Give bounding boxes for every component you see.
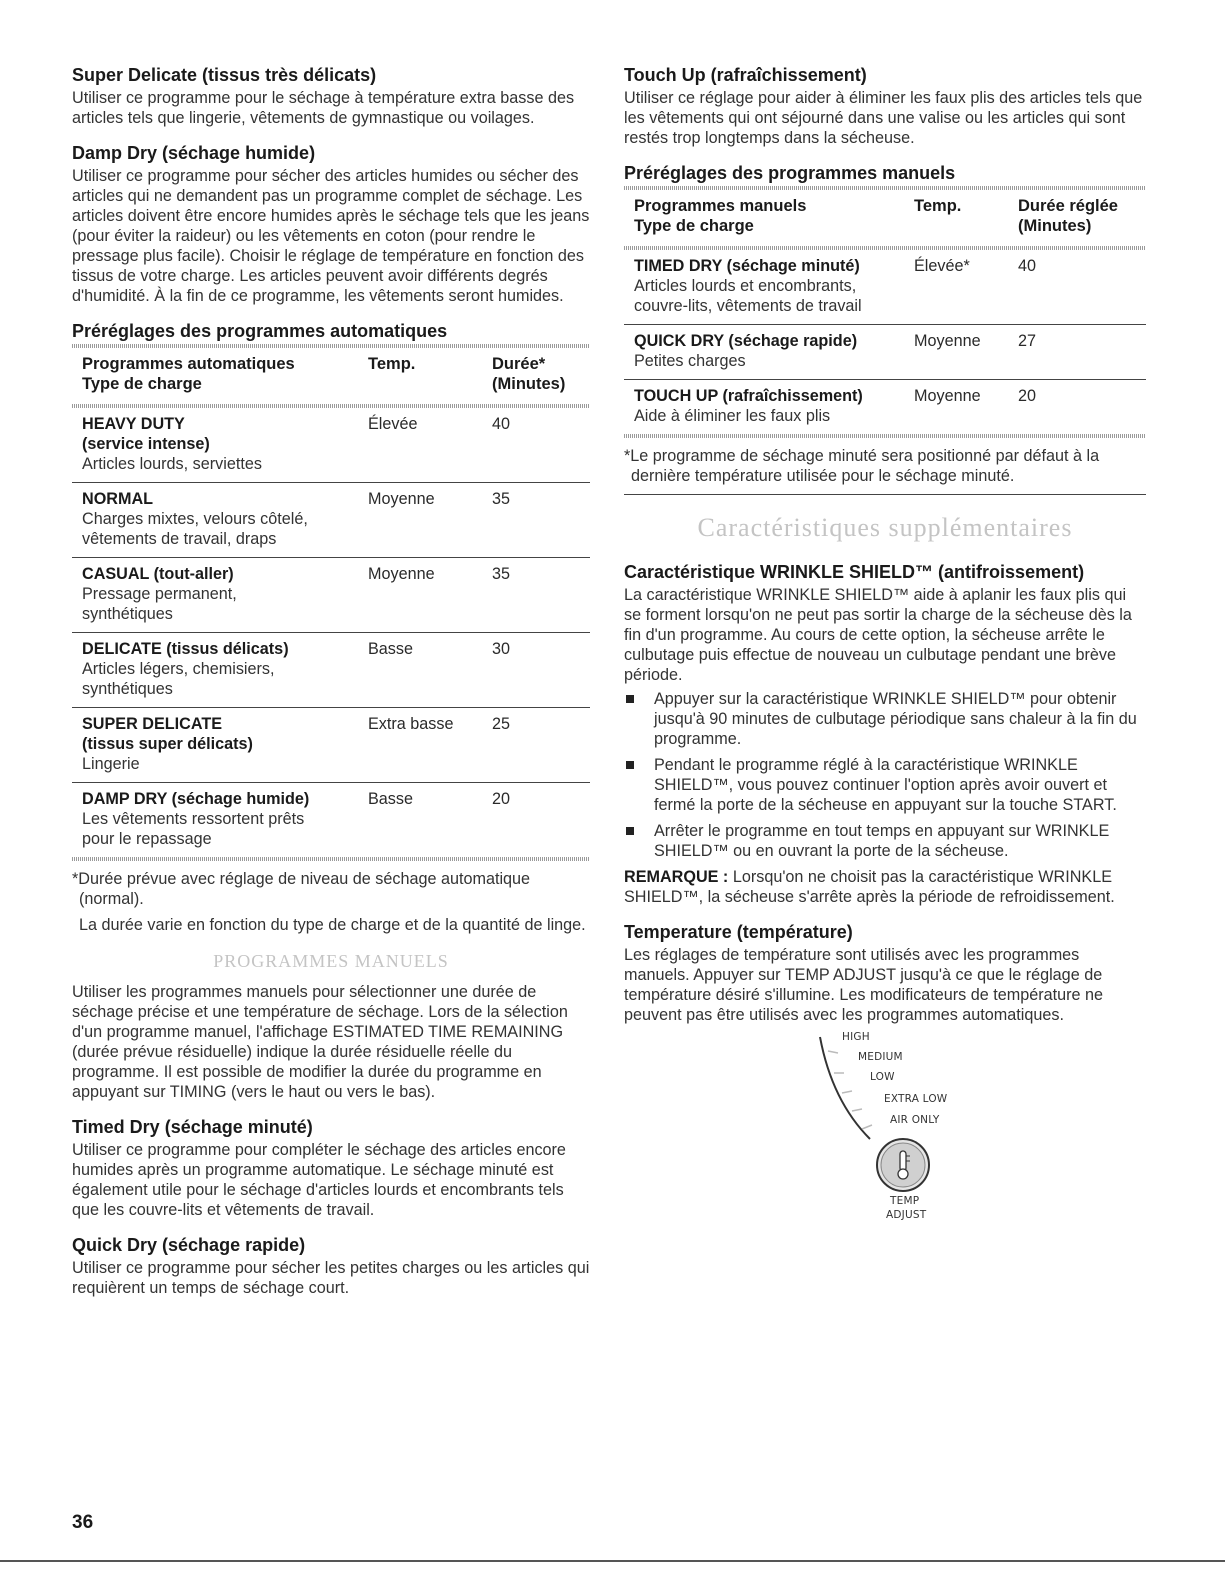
thermometer-icon xyxy=(900,1151,906,1171)
quick-dry-heading: Quick Dry (séchage rapide) xyxy=(72,1235,306,1255)
super-delicate-text: Utiliser ce programme pour le séchage à température extra basse des articles tels que lingerie, vêtements de gymnastique ou voilages. xyxy=(72,89,575,127)
bullet-text: Pendant le programme réglé à la caractéristique WRINKLE SHIELD™, vous pouvez continuer l'option après avoir ouvert et fermé la porte de la sécheuse en appuyant sur la touche START. xyxy=(654,756,1117,814)
load-type: Articles lourds et encombrants, couvre-lits, vêtements de travail xyxy=(634,277,862,315)
page-number: 36 xyxy=(72,1512,94,1533)
program-name: SUPER DELICATE (tissus super délicats) xyxy=(82,715,253,753)
timed-dry-heading: Timed Dry (séchage minuté) xyxy=(72,1117,313,1137)
auto-presets-table xyxy=(72,344,590,861)
table-row xyxy=(624,380,1146,434)
cell-program xyxy=(82,414,368,474)
table-row xyxy=(72,408,590,482)
touch-up-text: Utiliser ce réglage pour aider à éliminer les faux plis des articles tels que les vêtements qui ont séjourné dans une valise ou les articles qui sont restés trop longtemps dans la sécheuse. xyxy=(624,89,1143,147)
auto-presets-rows xyxy=(72,408,590,857)
temp-button-label-1: TEMP xyxy=(890,1195,920,1207)
table-row xyxy=(72,708,590,782)
table-row xyxy=(72,633,590,707)
damp-dry-heading: Damp Dry (séchage humide) xyxy=(72,143,316,163)
bullet-item xyxy=(624,689,1146,749)
wrinkle-shield-text: La caractéristique WRINKLE SHIELD™ aide à aplanir les faux plis qui se forment lorsqu'on ne peut pas sortir la charge de la sécheuse dès la fin d'un programme. Au cours de cette option, la sécheuse arrête le culbutage puis effectue de nouveau un culbutage pendant une brève période. xyxy=(624,586,1132,684)
super-delicate-section xyxy=(72,64,590,128)
program-name: DAMP DRY (séchage humide) xyxy=(82,790,310,808)
cell-program xyxy=(634,331,914,371)
temp-level-low: LOW xyxy=(870,1071,895,1083)
header-program: Programmes manuels Type de charge xyxy=(634,197,807,235)
bullet-text: Arrêter le programme en tout temps en appuyant sur WRINKLE SHIELD™ ou en ouvrant la porte de la sécheuse. xyxy=(654,822,1110,860)
cell-temp: Basse xyxy=(368,790,413,808)
table-row xyxy=(624,325,1146,379)
program-name: DELICATE (tissus délicats) xyxy=(82,640,289,658)
manual-intro-text: Utiliser les programmes manuels pour sélectionner une durée de séchage précise et une température de séchage. Lors de la sélection d'un programme manuel, l'affichage ESTIMATED TIME REMAINING (durée prévue résiduelle) indique la durée résiduelle réelle du programme. Il est possible de modifier la durée du programme en appuyant sur TIMING (vers le haut ou vers le bas). xyxy=(72,983,568,1101)
auto-footnote-2: La durée varie en fonction du type de charge et de la quantité de linge. xyxy=(79,916,586,934)
bullet-square-icon xyxy=(626,695,634,703)
cell-program xyxy=(82,639,368,699)
header-program: Programmes automatiques Type de charge xyxy=(82,355,295,393)
load-type: Articles légers, chemisiers, synthétiques xyxy=(82,660,275,698)
cell-temp: Élevée xyxy=(368,415,418,433)
load-type: Petites charges xyxy=(634,352,746,370)
bullet-square-icon xyxy=(626,827,634,835)
cell-duration: 30 xyxy=(492,640,511,658)
cell-temp: Extra basse xyxy=(368,715,454,733)
header-temp: Temp. xyxy=(914,197,962,215)
manual-presets-section xyxy=(624,162,1146,495)
cell-program xyxy=(82,714,368,774)
super-delicate-heading: Super Delicate (tissus très délicats) xyxy=(72,65,377,85)
cell-duration: 20 xyxy=(492,790,511,808)
manual-intro-section xyxy=(72,982,590,1102)
cell-program xyxy=(634,386,914,426)
wrinkle-note xyxy=(624,867,1146,907)
table-row xyxy=(624,250,1146,324)
temp-button-label-2: ADJUST xyxy=(886,1209,927,1221)
page-bottom-rule xyxy=(0,1560,1225,1562)
temp-level-extra-low: EXTRA LOW xyxy=(884,1093,948,1105)
bullet-text: Appuyer sur la caractéristique WRINKLE SHIELD™ pour obtenir jusqu'à 90 minutes de culbutage périodique sans chaleur à la fin du programme. xyxy=(654,690,1137,748)
load-type: Articles lourds, serviettes xyxy=(82,455,262,473)
touch-up-heading: Touch Up (rafraîchissement) xyxy=(624,65,867,85)
bullet-item xyxy=(624,821,1146,861)
program-name: TOUCH UP (rafraîchissement) xyxy=(634,387,863,405)
manual-presets-heading: Préréglages des programmes manuels xyxy=(624,163,956,183)
wrinkle-shield-bullets xyxy=(624,689,1146,861)
load-type: Pressage permanent, synthétiques xyxy=(82,585,237,623)
note-label: REMARQUE : xyxy=(624,868,729,886)
temperature-heading: Temperature (température) xyxy=(624,922,853,942)
manual-programs-banner: PROGRAMMES MANUELS xyxy=(213,951,449,971)
temp-level-high: HIGH xyxy=(842,1031,870,1043)
temp-level-medium: MEDIUM xyxy=(858,1051,903,1063)
cell-temp: Moyenne xyxy=(914,332,981,350)
features-banner: Caractéristiques supplémentaires xyxy=(697,513,1073,542)
table-row xyxy=(72,483,590,557)
temp-level-air-only: AIR ONLY xyxy=(890,1114,940,1126)
cell-duration: 40 xyxy=(492,415,511,433)
auto-presets-section xyxy=(72,320,590,935)
auto-presets-heading: Préréglages des programmes automatiques xyxy=(72,321,448,341)
load-type: Les vêtements ressortent prêts pour le repassage xyxy=(82,810,305,848)
table-header xyxy=(624,190,1146,246)
manual-presets-rows xyxy=(624,250,1146,434)
table-row xyxy=(72,783,590,857)
cell-program xyxy=(82,489,368,549)
table-header xyxy=(72,348,590,404)
cell-temp: Moyenne xyxy=(368,565,435,583)
load-type: Lingerie xyxy=(82,755,140,773)
temperature-section xyxy=(624,921,1146,1231)
program-name: HEAVY DUTY (service intense) xyxy=(82,415,210,453)
temp-adjust-diagram xyxy=(814,1031,1074,1231)
timed-dry-section xyxy=(72,1116,590,1220)
footnote-rule xyxy=(624,494,1146,495)
program-name: NORMAL xyxy=(82,490,154,508)
cell-temp: Moyenne xyxy=(914,387,981,405)
bullet-item xyxy=(624,755,1146,815)
temperature-text: Les réglages de température sont utilisés avec les programmes manuels. Appuyer sur TEMP ADJUST jusqu'à ce que le réglage de température désiré s'illumine. Les modificateurs de température ne peuvent pas être utilisés avec les programmes automatiques. xyxy=(624,946,1104,1024)
manual-presets-table xyxy=(624,186,1146,438)
table-row xyxy=(72,558,590,632)
cell-temp: Élevée* xyxy=(914,257,970,275)
header-duration: Durée réglée (Minutes) xyxy=(1018,197,1118,235)
cell-duration: 20 xyxy=(1018,387,1037,405)
bullet-square-icon xyxy=(626,761,634,769)
cell-program xyxy=(82,564,368,624)
temp-adjust-graphic xyxy=(814,1031,1074,1231)
cell-duration: 40 xyxy=(1018,257,1037,275)
cell-temp: Moyenne xyxy=(368,490,435,508)
right-column xyxy=(624,64,1146,1245)
damp-dry-section xyxy=(72,142,590,306)
cell-temp: Basse xyxy=(368,640,413,658)
wrinkle-shield-heading: Caractéristique WRINKLE SHIELD™ (antifroissement) xyxy=(624,562,1085,582)
program-name: TIMED DRY (séchage minuté) xyxy=(634,257,860,275)
header-temp: Temp. xyxy=(368,355,416,373)
damp-dry-text: Utiliser ce programme pour sécher des articles humides ou sécher des articles qui ne demandent pas un programme complet de séchage. Les articles doivent être encore humides après le séchage tels que les jeans (pour éviter la raideur) ou les vêtements en coton (pour rendre le pressage plus facile). Choisir le réglage de température en fonction des tissus de votre charge. Les articles peuvent avoir différents degrés d'humidité. À la fin de ce programme, les vêtements seront humides. xyxy=(72,167,590,305)
quick-dry-text: Utiliser ce programme pour sécher les petites charges ou les articles qui requièrent un temps de séchage court. xyxy=(72,1259,590,1297)
left-column xyxy=(72,64,590,1312)
cell-program xyxy=(82,789,368,849)
manual-footnote: *Le programme de séchage minuté sera positionné par défaut à la dernière température utilisée pour le séchage minuté. xyxy=(624,447,1100,485)
touch-up-section xyxy=(624,64,1146,148)
cell-duration: 35 xyxy=(492,565,511,583)
header-duration: Durée* (Minutes) xyxy=(492,355,566,393)
auto-footnote: *Durée prévue avec réglage de niveau de séchage automatique (normal). xyxy=(72,870,531,908)
quick-dry-section xyxy=(72,1234,590,1298)
note-text: Lorsqu'on ne choisit pas la caractéristique WRINKLE SHIELD™, la sécheuse s'arrête après la période de refroidissement. xyxy=(624,868,1115,906)
wrinkle-shield-section xyxy=(624,561,1146,907)
timed-dry-text: Utiliser ce programme pour compléter le séchage des articles encore humides après un programme automatique. Le séchage minuté est également utile pour le séchage d'articles lourds et encombrants tels que les couvre-lits et vêtements de travail. xyxy=(72,1141,566,1219)
program-name: CASUAL (tout-aller) xyxy=(82,565,234,583)
cell-program xyxy=(634,256,914,316)
cell-duration: 27 xyxy=(1018,332,1037,350)
cell-duration: 35 xyxy=(492,490,511,508)
program-name: QUICK DRY (séchage rapide) xyxy=(634,332,858,350)
load-type: Charges mixtes, velours côtelé, vêtements de travail, draps xyxy=(82,510,308,548)
load-type: Aide à éliminer les faux plis xyxy=(634,407,831,425)
cell-duration: 25 xyxy=(492,715,511,733)
